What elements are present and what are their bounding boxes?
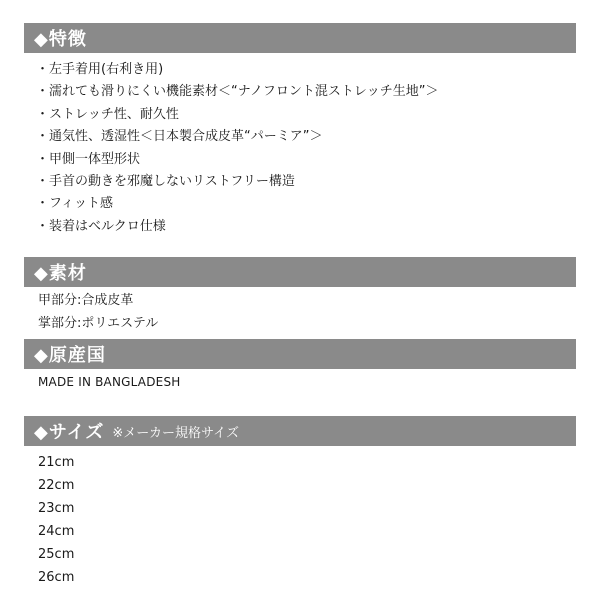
features-list [36,59,438,238]
size-heading-text: ◆サイズ [34,422,105,443]
origin-heading-text: ◆原産国 [34,345,106,366]
feature-item: ・左手着用(右利き用) [36,62,164,77]
size-item: 25cm [38,547,75,562]
material-heading [24,257,576,287]
feature-item: ・装着はベルクロ仕様 [36,218,166,234]
origin-heading [24,339,576,369]
material-item: 甲部分:合成皮革 [38,293,134,308]
origin-value: MADE IN BANGLADESH [38,375,181,389]
size-list [38,451,74,589]
size-item: 23cm [38,501,75,516]
feature-item: ・濡れても滑りにくい機能素材＜“ナノフロント混ストレッチ生地”＞ [36,84,439,100]
feature-item: ・フィット感 [36,196,113,212]
size-heading [24,416,576,446]
features-heading [24,23,576,53]
material-item: 掌部分:ポリエステル [38,316,159,331]
material-heading-text: ◆素材 [34,263,87,284]
feature-item: ・通気性、透湿性＜日本製合成皮革“パーミア”＞ [36,129,323,145]
feature-item: ・手首の動きを邪魔しないリストフリー構造 [36,174,295,190]
size-item: 26cm [38,570,75,585]
size-item: 22cm [38,478,75,493]
size-heading-note: ※メーカー規格サイズ [112,425,239,441]
feature-item: ・ストレッチ性、耐久性 [36,106,179,122]
material-list [38,289,158,335]
features-heading-text: ◆特徴 [34,29,87,50]
size-item: 21cm [38,455,75,470]
feature-item: ・甲側一体型形状 [36,151,141,167]
size-item: 24cm [38,524,75,539]
